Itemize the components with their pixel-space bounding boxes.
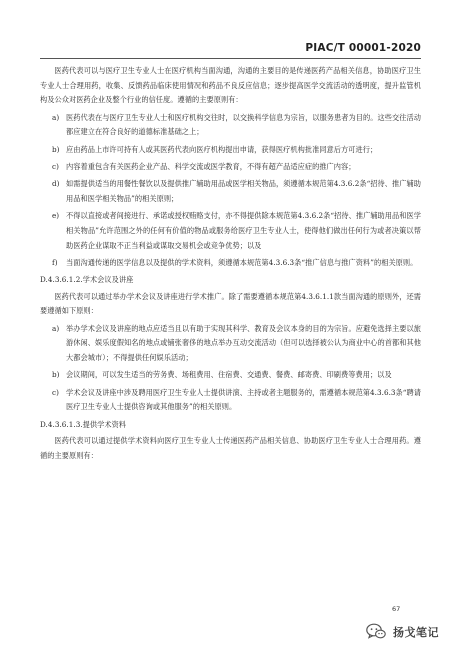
list-item-text: 会议期间，可以发生适当的劳务费、场租费用、住宿费、交通费、餐费、邮寄费、印刷费等费用；以及 [66, 370, 392, 380]
list-item-text: 不得以直接或者间接进行、承诺或授权贿赂支付，亦不得提供除本规范第4.3.6.2条“招待、推广辅助用品和医学相关物品”允许范围之外的任何有价值的物品或服务给医疗卫生专业人士，使得他们做出任何行为或者决策以帮助医药企业谋取不正当利益或谋取交易机会或竞争优势；以及 [66, 211, 421, 250]
list-marker: b) [52, 370, 60, 380]
list-marker: a) [52, 323, 60, 333]
list-item [40, 256, 421, 271]
meeting-paragraph: 医药代表可以通过举办学术会议及讲座进行学术推广。除了需要遵循本规范第4.3.6.1.1款当面沟通的原则外，还需要遵循如下原则： [40, 291, 421, 316]
list-item [40, 160, 421, 175]
header-rule [40, 58, 421, 59]
list-marker: c) [52, 161, 59, 171]
list-item [40, 143, 421, 158]
watermark [366, 623, 439, 640]
wechat-icon [366, 623, 386, 640]
material-paragraph: 医药代表可以通过提供学术资料向医疗卫生专业人士传递医药产品相关信息、协助医疗卫生专业人士合理用药。遵循的主要原则有： [40, 436, 421, 461]
section-heading-meeting: D.4.3.6.1.2.学术会议及讲座 [40, 275, 134, 285]
list-item-text: 举办学术会议及讲座的地点应适当且以有助于实现其科学、教育及会议本身的目的为宗旨。应避免选择主要以旅游休闲、娱乐度假知名的地点或铺张奢侈的地点举办互动交流活动（但可以选择被公认为商业中心的首都和其他大都会城市）；不得提供任何娱乐活动； [66, 323, 421, 363]
principles-list [40, 111, 421, 271]
list-marker: a) [52, 112, 60, 122]
list-marker: d) [52, 179, 60, 189]
list-item [40, 209, 421, 253]
list-item-text: 当面沟通传递的医学信息以及提供的学术资料，须遵循本规范第4.3.6.3条“推广信息与推广资料”的相关原则。 [66, 257, 418, 267]
meeting-principles-list [40, 322, 421, 415]
page-number: 67 [392, 605, 401, 613]
list-marker: c) [52, 387, 59, 397]
list-item [40, 386, 421, 415]
list-item-text: 学术会议及讲座中涉及聘用医疗卫生专业人士提供讲演、主持或者主题服务的，需遵循本规范第4.3.6.3条“聘请医疗卫生专业人士提供咨询或其他服务”的相关原则。 [66, 387, 421, 412]
watermark-text: 扬戈笔记 [393, 625, 439, 639]
list-item-text: 内容着重包含有关医药企业产品、科学交流或医学教育，不得有超产品适应症的推广内容； [66, 161, 356, 171]
list-item-text: 如需提供适当的用餐性餐饮以及提供推广辅助用品或医学相关物品，须遵循本规范第4.3.6.2条“招待、推广辅助用品和医学相关物品”的相关原则； [66, 179, 421, 203]
list-item-text: 应由药品上市许可持有人或其医药代表向医疗机构提出申请，获得医疗机构批准同意后方可进行； [66, 144, 378, 154]
list-marker: e) [52, 211, 60, 221]
list-marker: b) [52, 144, 60, 154]
section-heading-material: D.4.3.6.1.3.提供学术资料 [40, 419, 127, 429]
intro-paragraph: 医药代表可以与医疗卫生专业人士在医疗机构当面沟通，沟通的主要目的是传递医药产品相关信息，协助医疗卫生专业人士合理用药，收集、反馈药品临床使用情况和药品不良反应信息；逐步提高医学交流活动的透明度，提升监管机构及公众对医药企业及整个行业的信任度。遵循的主要原则有： [40, 66, 421, 105]
list-item [40, 111, 421, 140]
list-marker: f) [52, 257, 58, 267]
list-item [40, 177, 421, 206]
list-item [40, 368, 421, 383]
list-item-text: 医药代表在与医疗卫生专业人士和医疗机构交往时，以交换科学信息为宗旨，以服务患者为目的。这些交往活动都应建立在符合良好的道德标准基础之上； [66, 112, 421, 137]
list-item [40, 322, 421, 366]
document-body [40, 64, 421, 466]
document-code: PIAC/T 00001-2020 [305, 42, 421, 54]
